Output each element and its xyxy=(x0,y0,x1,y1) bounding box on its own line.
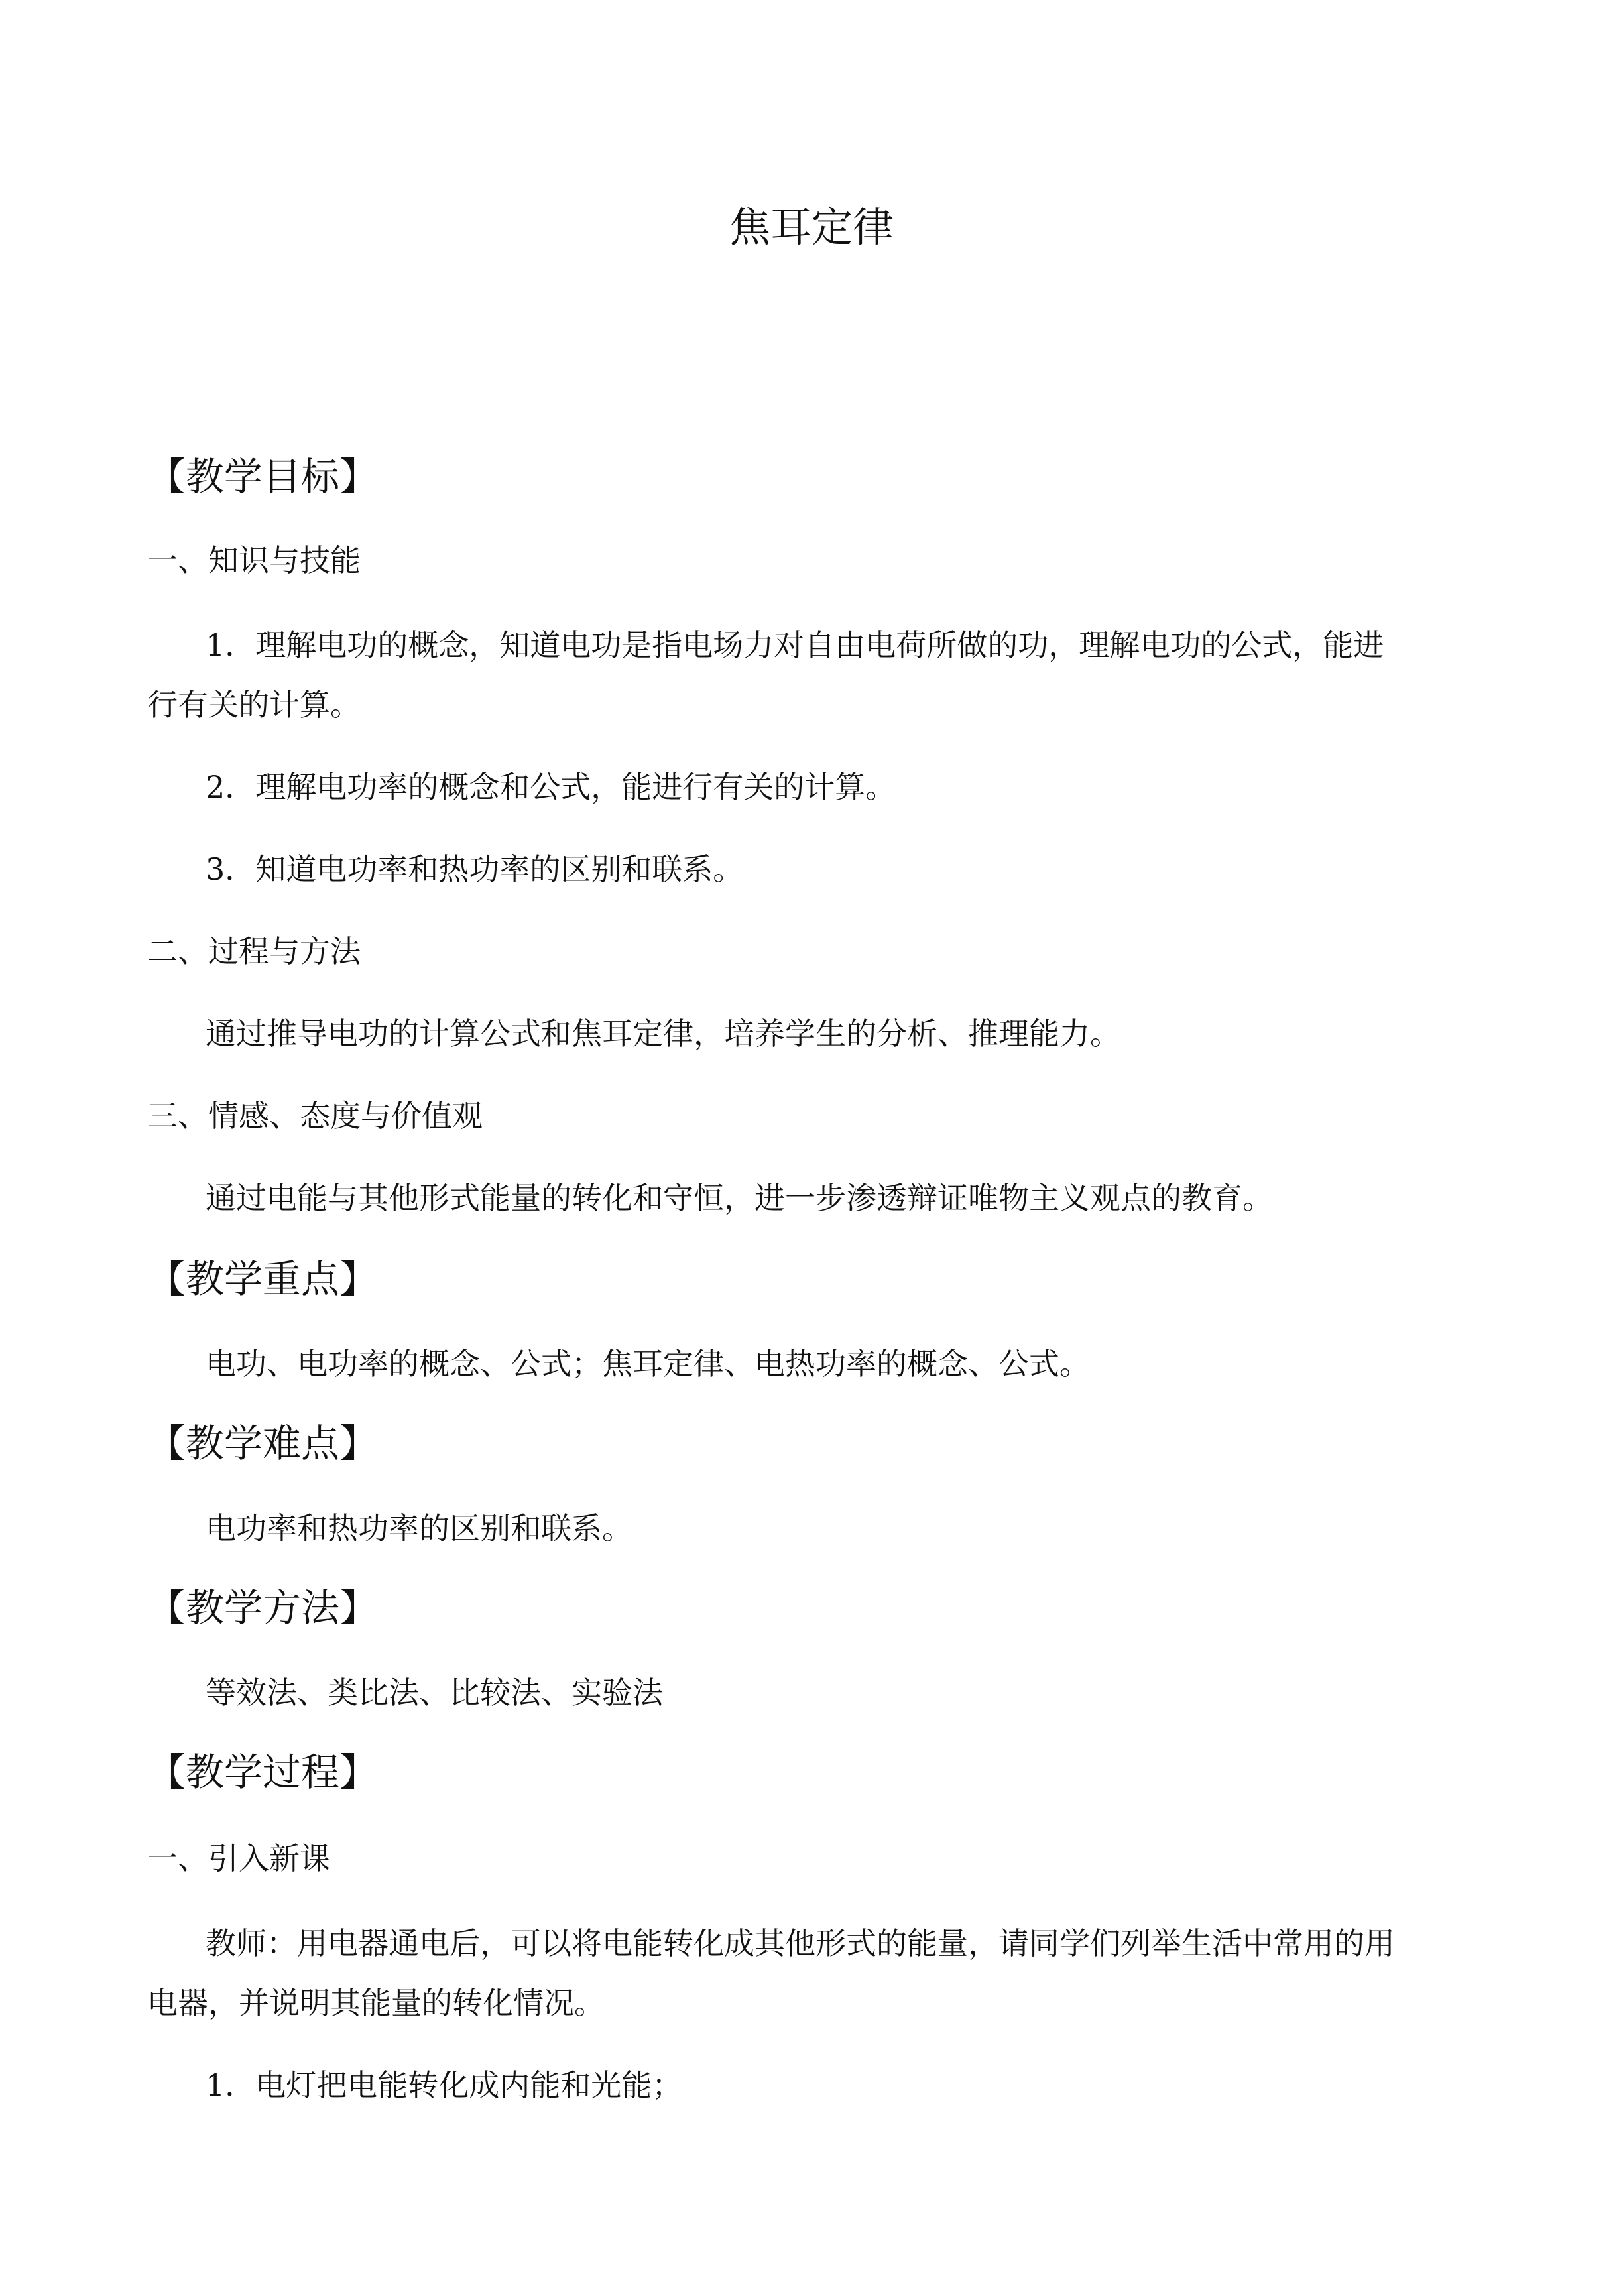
paragraph-teacher-line1: 教师：用电器通电后，可以将电能转化成其他形式的能量，请同学们列举生活中常用的用 xyxy=(206,1925,1395,1961)
page-title: 焦耳定律 xyxy=(729,203,894,251)
paragraph-teacher-line2: 电器，并说明其能量的转化情况。 xyxy=(147,1985,605,2021)
paragraph-knowledge-item1-line2: 行有关的计算。 xyxy=(147,687,361,723)
section-heading-methods: 【教学方法】 xyxy=(147,1585,379,1630)
paragraph-emotion: 通过电能与其他形式能量的转化和守恒，进一步渗透辩证唯物主义观点的教育。 xyxy=(206,1180,1273,1216)
section-heading-teaching-process: 【教学过程】 xyxy=(147,1750,379,1795)
section-heading-objectives: 【教学目标】 xyxy=(147,454,379,499)
paragraph-key-points: 电功、电功率的概念、公式；焦耳定律、电热功率的概念、公式。 xyxy=(206,1346,1090,1382)
paragraph-intro-item1: 1．电灯把电能转化成内能和光能； xyxy=(206,2067,683,2103)
section-heading-key-points: 【教学重点】 xyxy=(147,1256,379,1301)
subheading-emotion: 三、情感、态度与价值观 xyxy=(147,1098,483,1134)
subheading-knowledge: 一、知识与技能 xyxy=(147,542,361,578)
paragraph-knowledge-item3: 3．知道电功率和热功率的区别和联系。 xyxy=(206,851,744,887)
subheading-process-method: 二、过程与方法 xyxy=(147,934,361,969)
paragraph-methods: 等效法、类比法、比较法、实验法 xyxy=(206,1675,663,1711)
paragraph-process-method: 通过推导电功的计算公式和焦耳定律，培养学生的分析、推理能力。 xyxy=(206,1016,1120,1052)
paragraph-difficulties: 电功率和热功率的区别和联系。 xyxy=(206,1510,632,1546)
subheading-intro: 一、引入新课 xyxy=(147,1841,330,1876)
section-heading-difficulties: 【教学难点】 xyxy=(147,1421,379,1466)
paragraph-knowledge-item2: 2．理解电功率的概念和公式，能进行有关的计算。 xyxy=(206,769,896,805)
paragraph-knowledge-item1-line1: 1．理解电功的概念，知道电功是指电场力对自由电荷所做的功，理解电功的公式，能进 xyxy=(206,627,1384,663)
